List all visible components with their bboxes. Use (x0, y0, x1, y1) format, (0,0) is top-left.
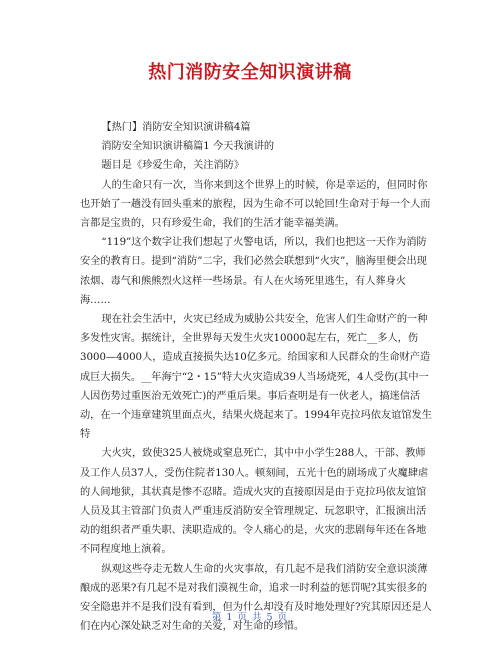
document-subheading: 消防安全知识演讲稿篇1 今天我演讲的 (101, 141, 275, 153)
document-title: 热门消防安全知识演讲稿 (148, 62, 352, 83)
paragraph-3: 现在社会生活中，火灾已经成为威胁公共安全，危害人们生命财产的一种多发性灾害。据统计，全世界每天发生火灾10000起左右，死亡__多人，伤3000—4000人，造成直接损失达10亿多元。给国家和人民群众的生命财产造成巨大损失。__年海宁“2・15”特大火灾造成39人当场烧死，4人受伤(其中一人因伤势过重医治无效死亡)的严重后果。事后查明是有一伙老人，搞迷信活动，在一个违章建筑里面点火，结果火烧起来了。1994年克拉玛依友谊馆发生特 (80, 314, 432, 441)
page-number-footer: 第 1 页 共 5 页 (211, 612, 289, 623)
document-topic: 题目是《珍爱生命，关注消防》 (101, 160, 245, 172)
paragraph-5: 纵观这些夺走无数人生命的火灾事故，有几起不是我们消防安全意识淡薄酿成的恶果?有几起不是对我们漠视生命，追求一时利益的惩罚呢?其实很多的安全隐患并不是我们没有看到，但为什么却没有及时地处理好?究其原因还是人们在内心深处缺乏对生命的关爱，对生命的珍惜。 (80, 563, 432, 633)
paragraph-4: 大火灾，致使325人被烧或窒息死亡，其中中小学生288人，干部、教师及工作人员37人，受伤住院者130人。顿刻间，五光十色的剧场成了火魔肆虐的人间地狱，其状真是惨不忍睹。造成火灾的直接原因是由于克拉玛依友谊馆人员及其主管部门负责人严重违反消防安全管理规定、玩忽职守，汇报演出活动的组织者严重失职、渎职造成的。令人痛心的是，火灾的悲剧每年还在各地不同程度地上演着。 (80, 448, 429, 556)
document-body (80, 118, 432, 636)
paragraph-1: 人的生命只有一次，当你来到这个世界上的时候，你是幸运的，但同时你也开始了一趟没有回头重来的旅程，因为生命不可以轮回!生命对于每一个人而言都是宝贵的，只有珍爱生命，我们的生活才能幸福美满。 (80, 179, 431, 230)
document-heading: 【热门】消防安全知识演讲稿4篇 (101, 122, 251, 133)
paragraph-2: “119”这个数字让我们想起了火警电话，所以，我们也把这一天作为消防安全的教育日。提到“消防”二字，我们必然会联想到“火灾”，脑海里便会出现浓烟、毒气和熊熊烈火这样一些场景。有人在火场死里逃生，有人葬身火海…… (80, 237, 427, 306)
